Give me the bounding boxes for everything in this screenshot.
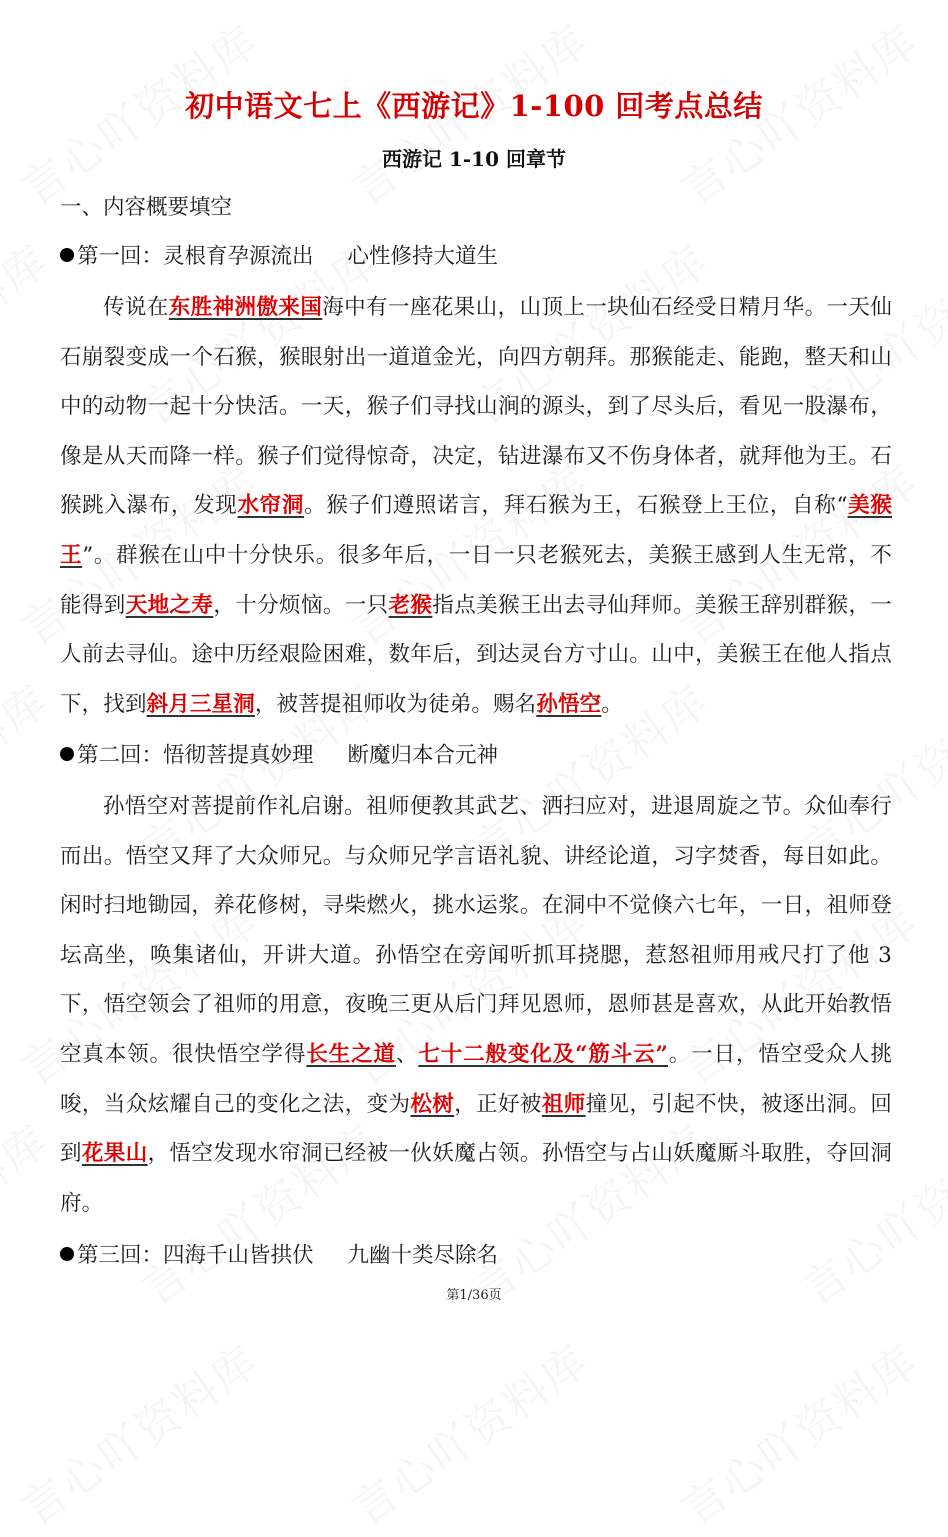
section-heading: 一、内容概要填空: [60, 195, 233, 220]
answer-highlight: 美猴王: [60, 493, 892, 568]
page-number: 第1/36页: [446, 1288, 502, 1303]
watermark-text: [337, 1327, 600, 1537]
paragraph-text: ”。群猴在山中十分快乐。很多年后，一日一只老猴死去，美猴王感到人生无常，不能得到: [60, 542, 892, 618]
paragraph-text: ，悟空发现水帘洞已经被一伙妖魔占领。孙悟空与占山妖魔厮斗取胜，夺回洞府。: [60, 1141, 892, 1216]
chapter-label: 第一回：: [77, 244, 164, 269]
chapter-couplet-b: 九幽十类尽除名: [347, 1243, 499, 1268]
answer-highlight: 天地之寿: [125, 592, 214, 618]
answer-highlight: 水帘洞: [237, 493, 305, 519]
paragraph-text: ，十分烦恼。一只: [213, 592, 389, 618]
bullet-icon: [60, 248, 74, 262]
chapter-couplet-b: 断魔归本合元神: [347, 743, 499, 768]
paragraph-text: 传说在: [103, 295, 169, 320]
watermark-text: [7, 1327, 270, 1537]
chapter-summary-2: [60, 782, 892, 1228]
chapter-label: 第三回：: [77, 1243, 164, 1268]
paragraph-text: ，正好被: [454, 1091, 542, 1117]
answer-highlight: 长生之道: [306, 1041, 396, 1067]
bullet-icon: [60, 747, 74, 761]
paragraph-text: 指点美猴王出去寻仙拜师。美猴王辞别群猴，一人前去寻仙。途中历经艰险困难，数年后，到达灵台方寸山。山中，美猴王在他人指点下，找到: [60, 592, 893, 717]
paragraph-text: 海中有一座花果山，山顶上一块仙石经受日精月华。一天仙石崩裂变成一个石猴，猴眼射出一道道金光，向四方朝拜。那猴能走、能跑，整天和山中的动物一起十分快活。一天，猴子们寻找山涧的源头，到了尽头后，看见一股瀑布，像是从天而降一样。猴子们觉得惊奇，决定，钻进瀑布又不伤身体者，就拜他为王。石猴跳入瀑布，发现: [60, 295, 892, 519]
chapter-heading-1: [60, 242, 892, 272]
chapter-couplet-a: 四海千山皆拱伏: [163, 1243, 314, 1268]
paragraph-text: 。: [601, 691, 623, 717]
chapter-couplet-a: 悟彻菩提真妙理: [163, 743, 314, 768]
chapter-heading-3: [60, 1241, 892, 1271]
bullet-icon: [60, 1247, 74, 1261]
answer-highlight: 斜月三星洞: [146, 691, 255, 717]
chapter-couplet-a: 灵根育孕源流出: [163, 244, 314, 269]
answer-highlight: 孙悟空: [536, 691, 602, 717]
chapter-summary-1: [60, 283, 892, 729]
paragraph-text: 、: [395, 1041, 419, 1067]
answer-highlight: 祖师: [541, 1091, 586, 1117]
chapter-heading-2: [60, 741, 892, 771]
paragraph-text: 。猴子们遵照诺言，拜石猴为王，石猴登上王位，自称“: [304, 493, 848, 519]
document-subtitle: 西游记 1-10 回章节: [382, 147, 566, 171]
answer-highlight: 七十二般变化及“筋斗云”: [418, 1041, 669, 1067]
answer-highlight: 东胜神洲傲来国: [168, 295, 323, 320]
answer-highlight: 松树: [410, 1091, 455, 1117]
paragraph-text: 撞见，引起不快，被逐出洞。回到: [60, 1091, 892, 1167]
document-title: 初中语文七上《西游记》1-100 回考点总结: [185, 89, 763, 123]
watermark-text: [667, 1327, 930, 1537]
chapter-couplet-b: 心性修持大道生: [347, 244, 499, 269]
answer-highlight: 老猴: [388, 592, 433, 618]
answer-highlight: 花果山: [81, 1141, 148, 1167]
paragraph-text: ，被菩提祖师收为徒弟。赐名: [254, 691, 537, 717]
paragraph-text: 。一日，悟空受众人挑唆，当众炫耀自己的变化之法，变为: [60, 1041, 892, 1117]
chapter-label: 第二回：: [77, 743, 164, 768]
paragraph-text: 孙悟空对菩提前作礼启谢。祖师便教其武艺、洒扫应对，进退周旋之节。众仙奉行而出。悟空又拜了大众师兄。与众师兄学言语礼貌、讲经论道，习字焚香，每日如此。闲时扫地锄园，养花修树，寻柴燃火，挑水运浆。在洞中不觉倏六七年，一日，祖师登坛高坐，唤集诸仙，开讲大道。孙悟空在旁闻听抓耳挠腮，惹怒祖师用戒尺打了他 3 下，悟空领会了祖师的用意，夜晚三更从后门拜见恩师，恩师甚是喜欢，从此开始教悟空真本领。很快悟空学得: [60, 794, 892, 1067]
